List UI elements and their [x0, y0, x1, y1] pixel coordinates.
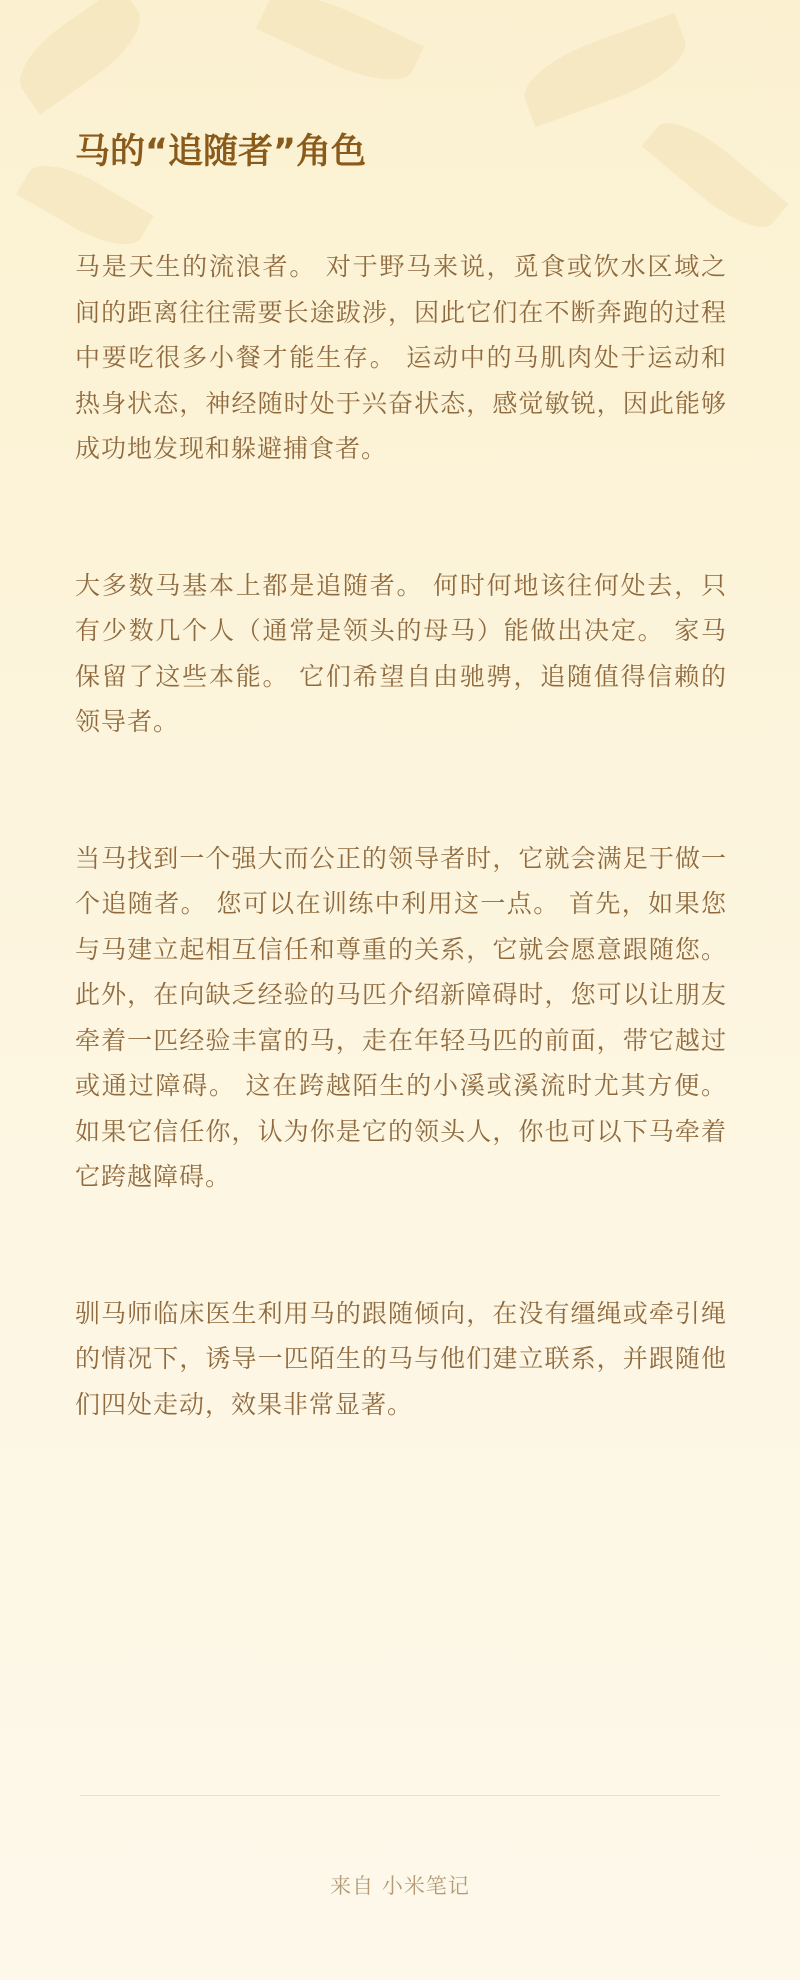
note-paragraph-4: 驯马师临床医生利用马的跟随倾向，在没有缰绳或牵引绳的情况下，诱导一匹陌生的马与他们建立联系，并跟随他们四处走动，效果非常显著。 [75, 1298, 727, 1419]
background-leaf-shadow [515, 13, 695, 128]
note-content [75, 120, 727, 1427]
note-paragraph-1: 马是天生的流浪者。 对于野马来说，觅食或饮水区域之间的距离往往需要长途跋涉，因此它们在不断奔跑的过程中要吃很多小餐才能生存。 运动中的马肌肉处于运动和热身状态，神经随时处于兴奋状态，感觉敏锐，因此能够成功地发现和躲避捕食者。 [75, 252, 727, 463]
source-footer: 来自 小米笔记 [330, 1874, 470, 1898]
note-title: 马的“追随者”角色 [75, 132, 367, 172]
note-paragraph-3: 当马找到一个强大而公正的领导者时，它就会满足于做一个追随者。 您可以在训练中利用这一点。 首先，如果您与马建立起相互信任和尊重的关系，它就会愿意跟随您。 此外，在向缺乏经验的马匹介绍新障碍时，您可以让朋友牵着一匹经验丰富的马，走在年轻马匹的前面，带它越过或通过障碍。 这在跨越陌生的小溪或溪流时尤其方便。 如果它信任你，认为你是它的领头人，你也可以下马牵着它跨越障碍。 [75, 843, 727, 1191]
note-paragraph-2: 大多数马基本上都是追随者。 何时何地该往何处去，只有少数几个人（通常是领头的母马）能做出决定。 家马保留了这些本能。 它们希望自由驰骋，追随值得信赖的领导者。 [75, 570, 727, 736]
background-leaf-shadow [256, 0, 424, 96]
background-leaf-shadow [5, 0, 154, 115]
footer-divider [80, 1795, 720, 1796]
